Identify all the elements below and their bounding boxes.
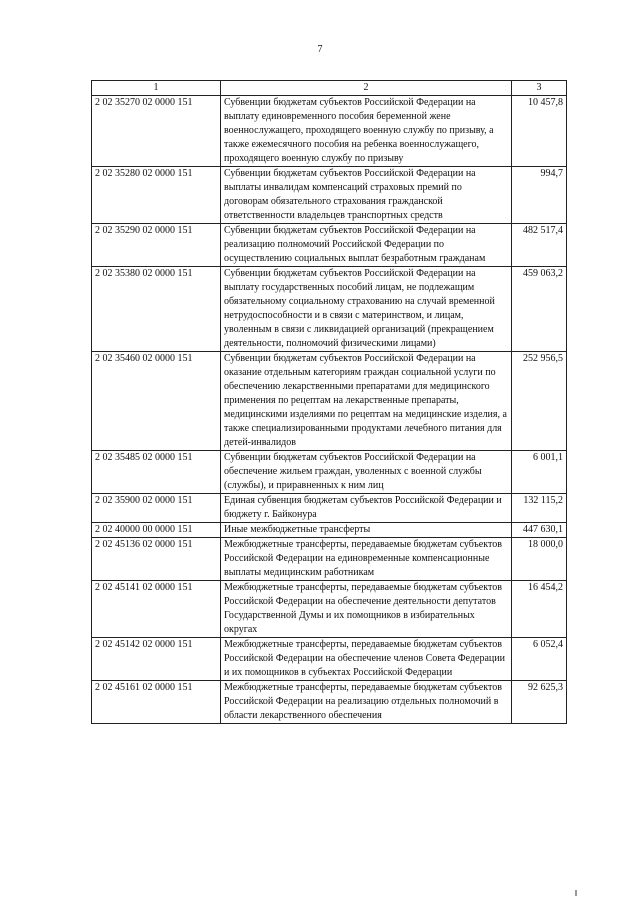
table-row [92,96,567,167]
budget-code: 2 02 45161 02 0000 151 [92,681,221,724]
budget-code: 2 02 40000 00 0000 151 [92,523,221,538]
row-amount: 16 454,2 [512,581,567,638]
table-row [92,494,567,523]
table-row [92,581,567,638]
table-row [92,681,567,724]
row-description: Субвенции бюджетам субъектов Российской Федерации на оказание отдельным категориям граждан социальной услуги по обеспечению лекарственными препаратами для медицинского применения по рецептам на лекарственные препараты, медицинскими изделиями по рецептам на медицинские изделия, а также специализированными продуктами лечебного питания для детей-инвалидов [221,352,512,451]
row-description: Межбюджетные трансферты, передаваемые бюджетам субъектов Российской Федерации на обеспечение деятельности депутатов Государственной Думы и их помощников в избирательных округах [221,581,512,638]
column-header-2: 2 [221,81,512,96]
row-description: Субвенции бюджетам субъектов Российской Федерации на реализацию полномочий Российской Федерации по осуществлению социальных выплат безработным гражданам [221,224,512,267]
budget-revenue-table [91,80,567,724]
table-body [92,96,567,724]
budget-code: 2 02 45136 02 0000 151 [92,538,221,581]
budget-code: 2 02 45141 02 0000 151 [92,581,221,638]
budget-code: 2 02 35280 02 0000 151 [92,167,221,224]
row-amount: 92 625,3 [512,681,567,724]
table-header-row [92,81,567,96]
row-amount: 132 115,2 [512,494,567,523]
row-description: Субвенции бюджетам субъектов Российской Федерации на выплату единовременного пособия беременной жене военнослужащего, проходящего военную службу по призыву, а также ежемесячного пособия на ребенка военнослужащего, проходящего военную службу по призыву [221,96,512,167]
column-header-3: 3 [512,81,567,96]
row-description: Межбюджетные трансферты, передаваемые бюджетам субъектов Российской Федерации на реализацию отдельных полномочий в области лекарственного обеспечения [221,681,512,724]
budget-code: 2 02 35290 02 0000 151 [92,224,221,267]
budget-code: 2 02 35900 02 0000 151 [92,494,221,523]
row-amount: 447 630,1 [512,523,567,538]
table-row [92,538,567,581]
budget-code: 2 02 35270 02 0000 151 [92,96,221,167]
page-number: 7 [317,44,323,55]
scan-mark [575,890,577,896]
budget-code: 2 02 35485 02 0000 151 [92,451,221,494]
budget-code: 2 02 35380 02 0000 151 [92,267,221,352]
row-description: Единая субвенция бюджетам субъектов Российской Федерации и бюджету г. Байконура [221,494,512,523]
row-description: Субвенции бюджетам субъектов Российской Федерации на выплату государственных пособий лицам, не подлежащим обязательному социальному страхованию на случай временной нетрудоспособности и в связи с материнством, и лицам, уволенным в связи с ликвидацией организаций (прекращением деятельности, полномочий физическими лицами) [221,267,512,352]
table-row [92,451,567,494]
row-amount: 10 457,8 [512,96,567,167]
row-description: Субвенции бюджетам субъектов Российской Федерации на выплаты инвалидам компенсаций страховых премий по договорам обязательного страхования гражданской ответственности владельцев транспортных средств [221,167,512,224]
row-amount: 6 001,1 [512,451,567,494]
table-row [92,523,567,538]
budget-code: 2 02 45142 02 0000 151 [92,638,221,681]
table-row [92,352,567,451]
row-amount: 459 063,2 [512,267,567,352]
table-row [92,167,567,224]
row-amount: 252 956,5 [512,352,567,451]
table-row [92,224,567,267]
budget-code: 2 02 35460 02 0000 151 [92,352,221,451]
row-amount: 18 000,0 [512,538,567,581]
row-description: Субвенции бюджетам субъектов Российской Федерации на обеспечение жильем граждан, уволенных с военной службы (службы), и приравненных к ним лиц [221,451,512,494]
row-description: Межбюджетные трансферты, передаваемые бюджетам субъектов Российской Федерации на обеспечение членов Совета Федерации и их помощников в субъектах Российской Федерации [221,638,512,681]
row-amount: 994,7 [512,167,567,224]
row-description: Иные межбюджетные трансферты [221,523,512,538]
row-amount: 6 052,4 [512,638,567,681]
column-header-1: 1 [92,81,221,96]
row-amount: 482 517,4 [512,224,567,267]
table-row [92,267,567,352]
row-description: Межбюджетные трансферты, передаваемые бюджетам субъектов Российской Федерации на единовременные компенсационные выплаты медицинским работникам [221,538,512,581]
table-row [92,638,567,681]
